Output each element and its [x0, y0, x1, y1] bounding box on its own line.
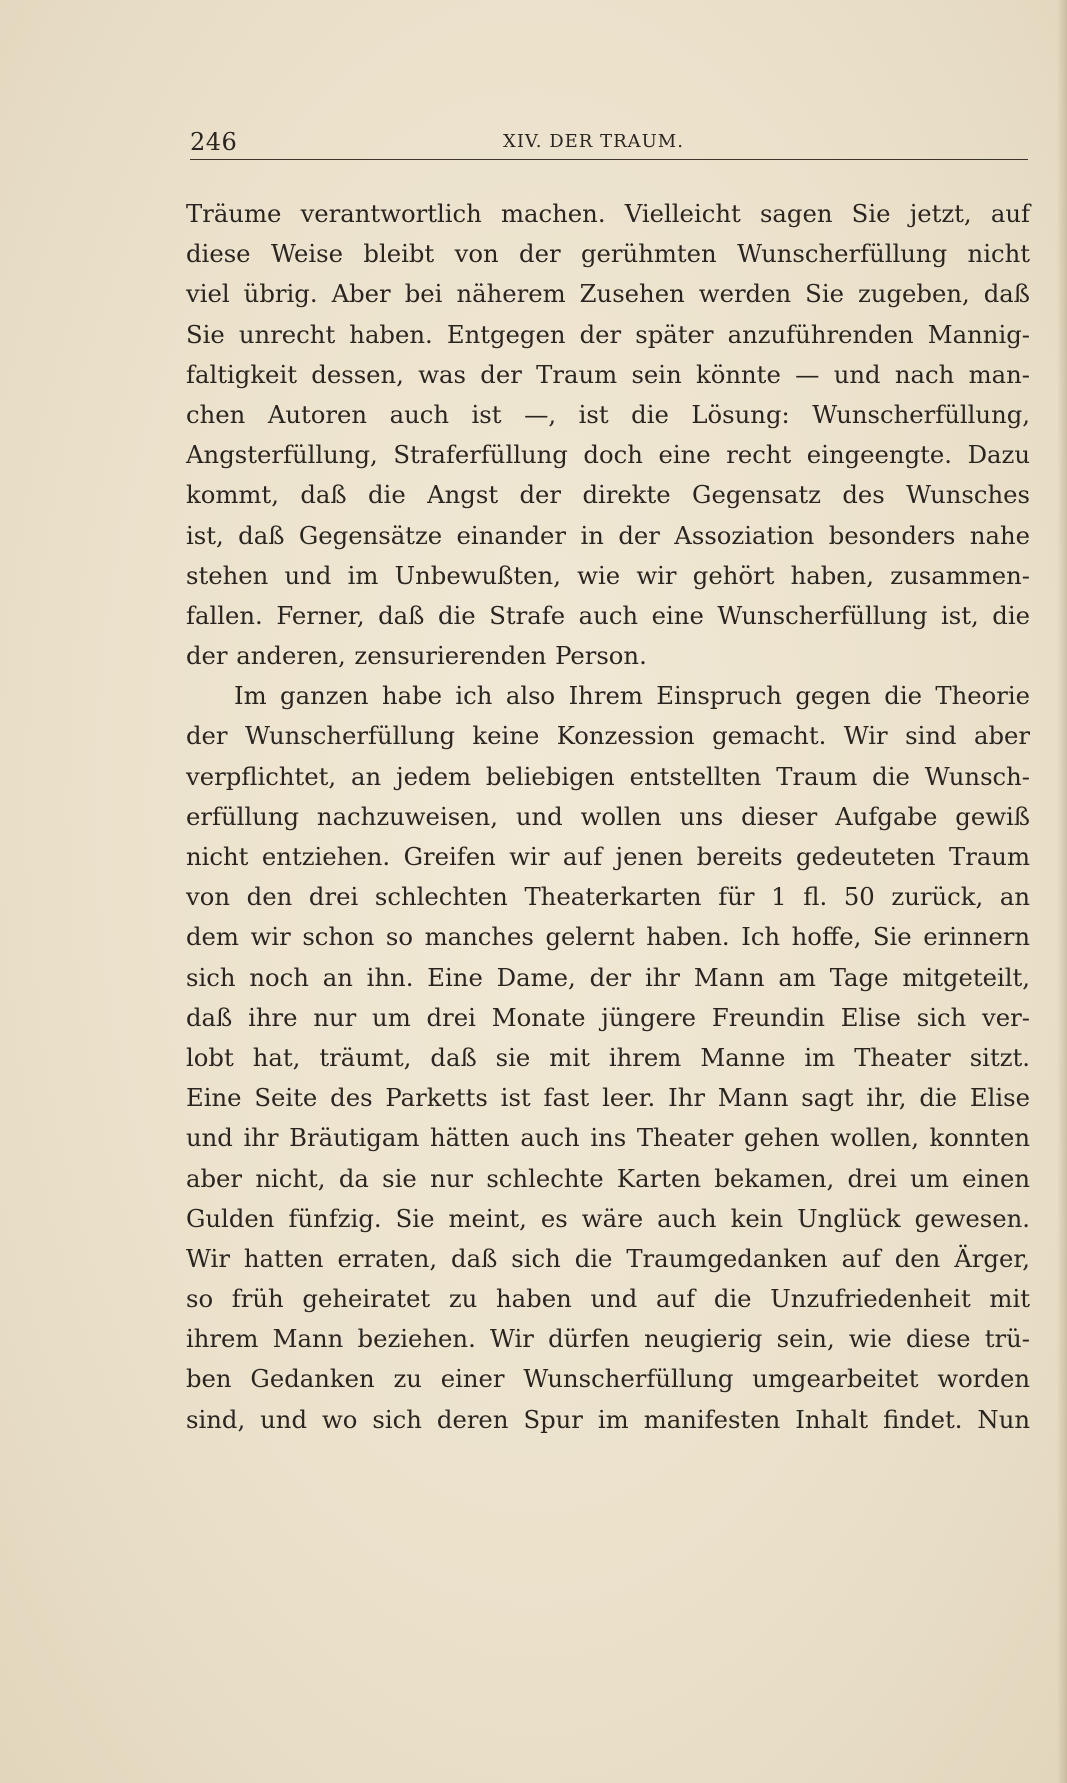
- text-line: chen Autoren auch ist —, ist die Lösung: Wunscherfüllung,: [186, 399, 1030, 429]
- text-line: dem wir schon so manches gelernt haben. Ich hoffe, Sie erinnern: [186, 922, 1030, 952]
- text-line: nicht entziehen. Greifen wir auf jenen bereits gedeuteten Traum: [186, 842, 1030, 871]
- paragraph-start-line: Im ganzen habe ich also Ihrem Einspruch gegen die Theorie: [234, 681, 1030, 711]
- text-line: ihrem Mann beziehen. Wir dürfen neugierig sein, wie diese trü-: [186, 1324, 1030, 1354]
- text-line: erfüllung nachzuweisen, und wollen uns dieser Aufgabe gewiß: [186, 801, 1030, 831]
- header-rule: [190, 159, 1028, 160]
- text-line: verpflichtet, an jedem beliebigen entstellten Traum die Wunsch-: [186, 761, 1030, 791]
- text-line: stehen und im Unbewußten, wie wir gehört haben, zusammen-: [186, 560, 1030, 590]
- text-line: so früh geheiratet zu haben und auf die Unzufriedenheit mit: [186, 1284, 1030, 1314]
- text-line: von den drei schlechten Theaterkarten für 1 fl. 50 zurück, an: [186, 882, 1030, 912]
- text-line: faltigkeit dessen, was der Traum sein könnte — und nach man-: [186, 359, 1030, 389]
- text-line: ben Gedanken zu einer Wunscherfüllung umgearbeitet worden: [186, 1364, 1030, 1394]
- running-head: XIV. DER TRAUM.: [503, 131, 684, 152]
- text-line: Sie unrecht haben. Entgegen der später anzuführenden Mannig-: [186, 319, 1030, 349]
- text-line: Gulden fünfzig. Sie meint, es wäre auch kein Unglück gewesen.: [186, 1203, 1030, 1233]
- paragraph-end-line: der anderen, zensurierenden Person.: [186, 641, 647, 671]
- page-number: 246: [190, 128, 238, 156]
- text-line: lobt hat, träumt, daß sie mit ihrem Manne im Theater sitzt.: [186, 1042, 1030, 1072]
- text-line: kommt, daß die Angst der direkte Gegensatz des Wunsches: [186, 480, 1030, 510]
- text-line: Eine Seite des Parketts ist fast leer. Ihr Mann sagt ihr, die Elise: [186, 1083, 1030, 1113]
- text-line: ist, daß Gegensätze einander in der Assoziation besonders nahe: [186, 520, 1030, 550]
- text-line: viel übrig. Aber bei näherem Zusehen werden Sie zugeben, daß: [186, 279, 1030, 309]
- text-line: Angsterfüllung, Straferfüllung doch eine recht eingeengte. Dazu: [186, 440, 1030, 470]
- text-line: Wir hatten erraten, daß sich die Traumgedanken auf den Ärger,: [186, 1243, 1030, 1273]
- text-line: daß ihre nur um drei Monate jüngere Freundin Elise sich ver-: [186, 1002, 1030, 1032]
- text-line: der Wunscherfüllung keine Konzession gemacht. Wir sind aber: [186, 721, 1030, 751]
- text-line: sich noch an ihn. Eine Dame, der ihr Mann am Tage mitgeteilt,: [186, 962, 1030, 992]
- text-line: fallen. Ferner, daß die Strafe auch eine Wunscherfüllung ist, die: [186, 600, 1030, 630]
- text-line: Träume verantwortlich machen. Vielleicht sagen Sie jetzt, auf: [186, 199, 1030, 228]
- text-line: sind, und wo sich deren Spur im manifesten Inhalt findet. Nun: [186, 1404, 1030, 1434]
- page-header: [190, 124, 1028, 160]
- text-line: diese Weise bleibt von der gerühmten Wunscherfüllung nicht: [186, 239, 1030, 269]
- text-line: aber nicht, da sie nur schlechte Karten bekamen, drei um einen: [186, 1163, 1030, 1193]
- body-text: [186, 194, 1030, 1440]
- text-line: und ihr Bräutigam hätten auch ins Theater gehen wollen, konnten: [186, 1123, 1030, 1153]
